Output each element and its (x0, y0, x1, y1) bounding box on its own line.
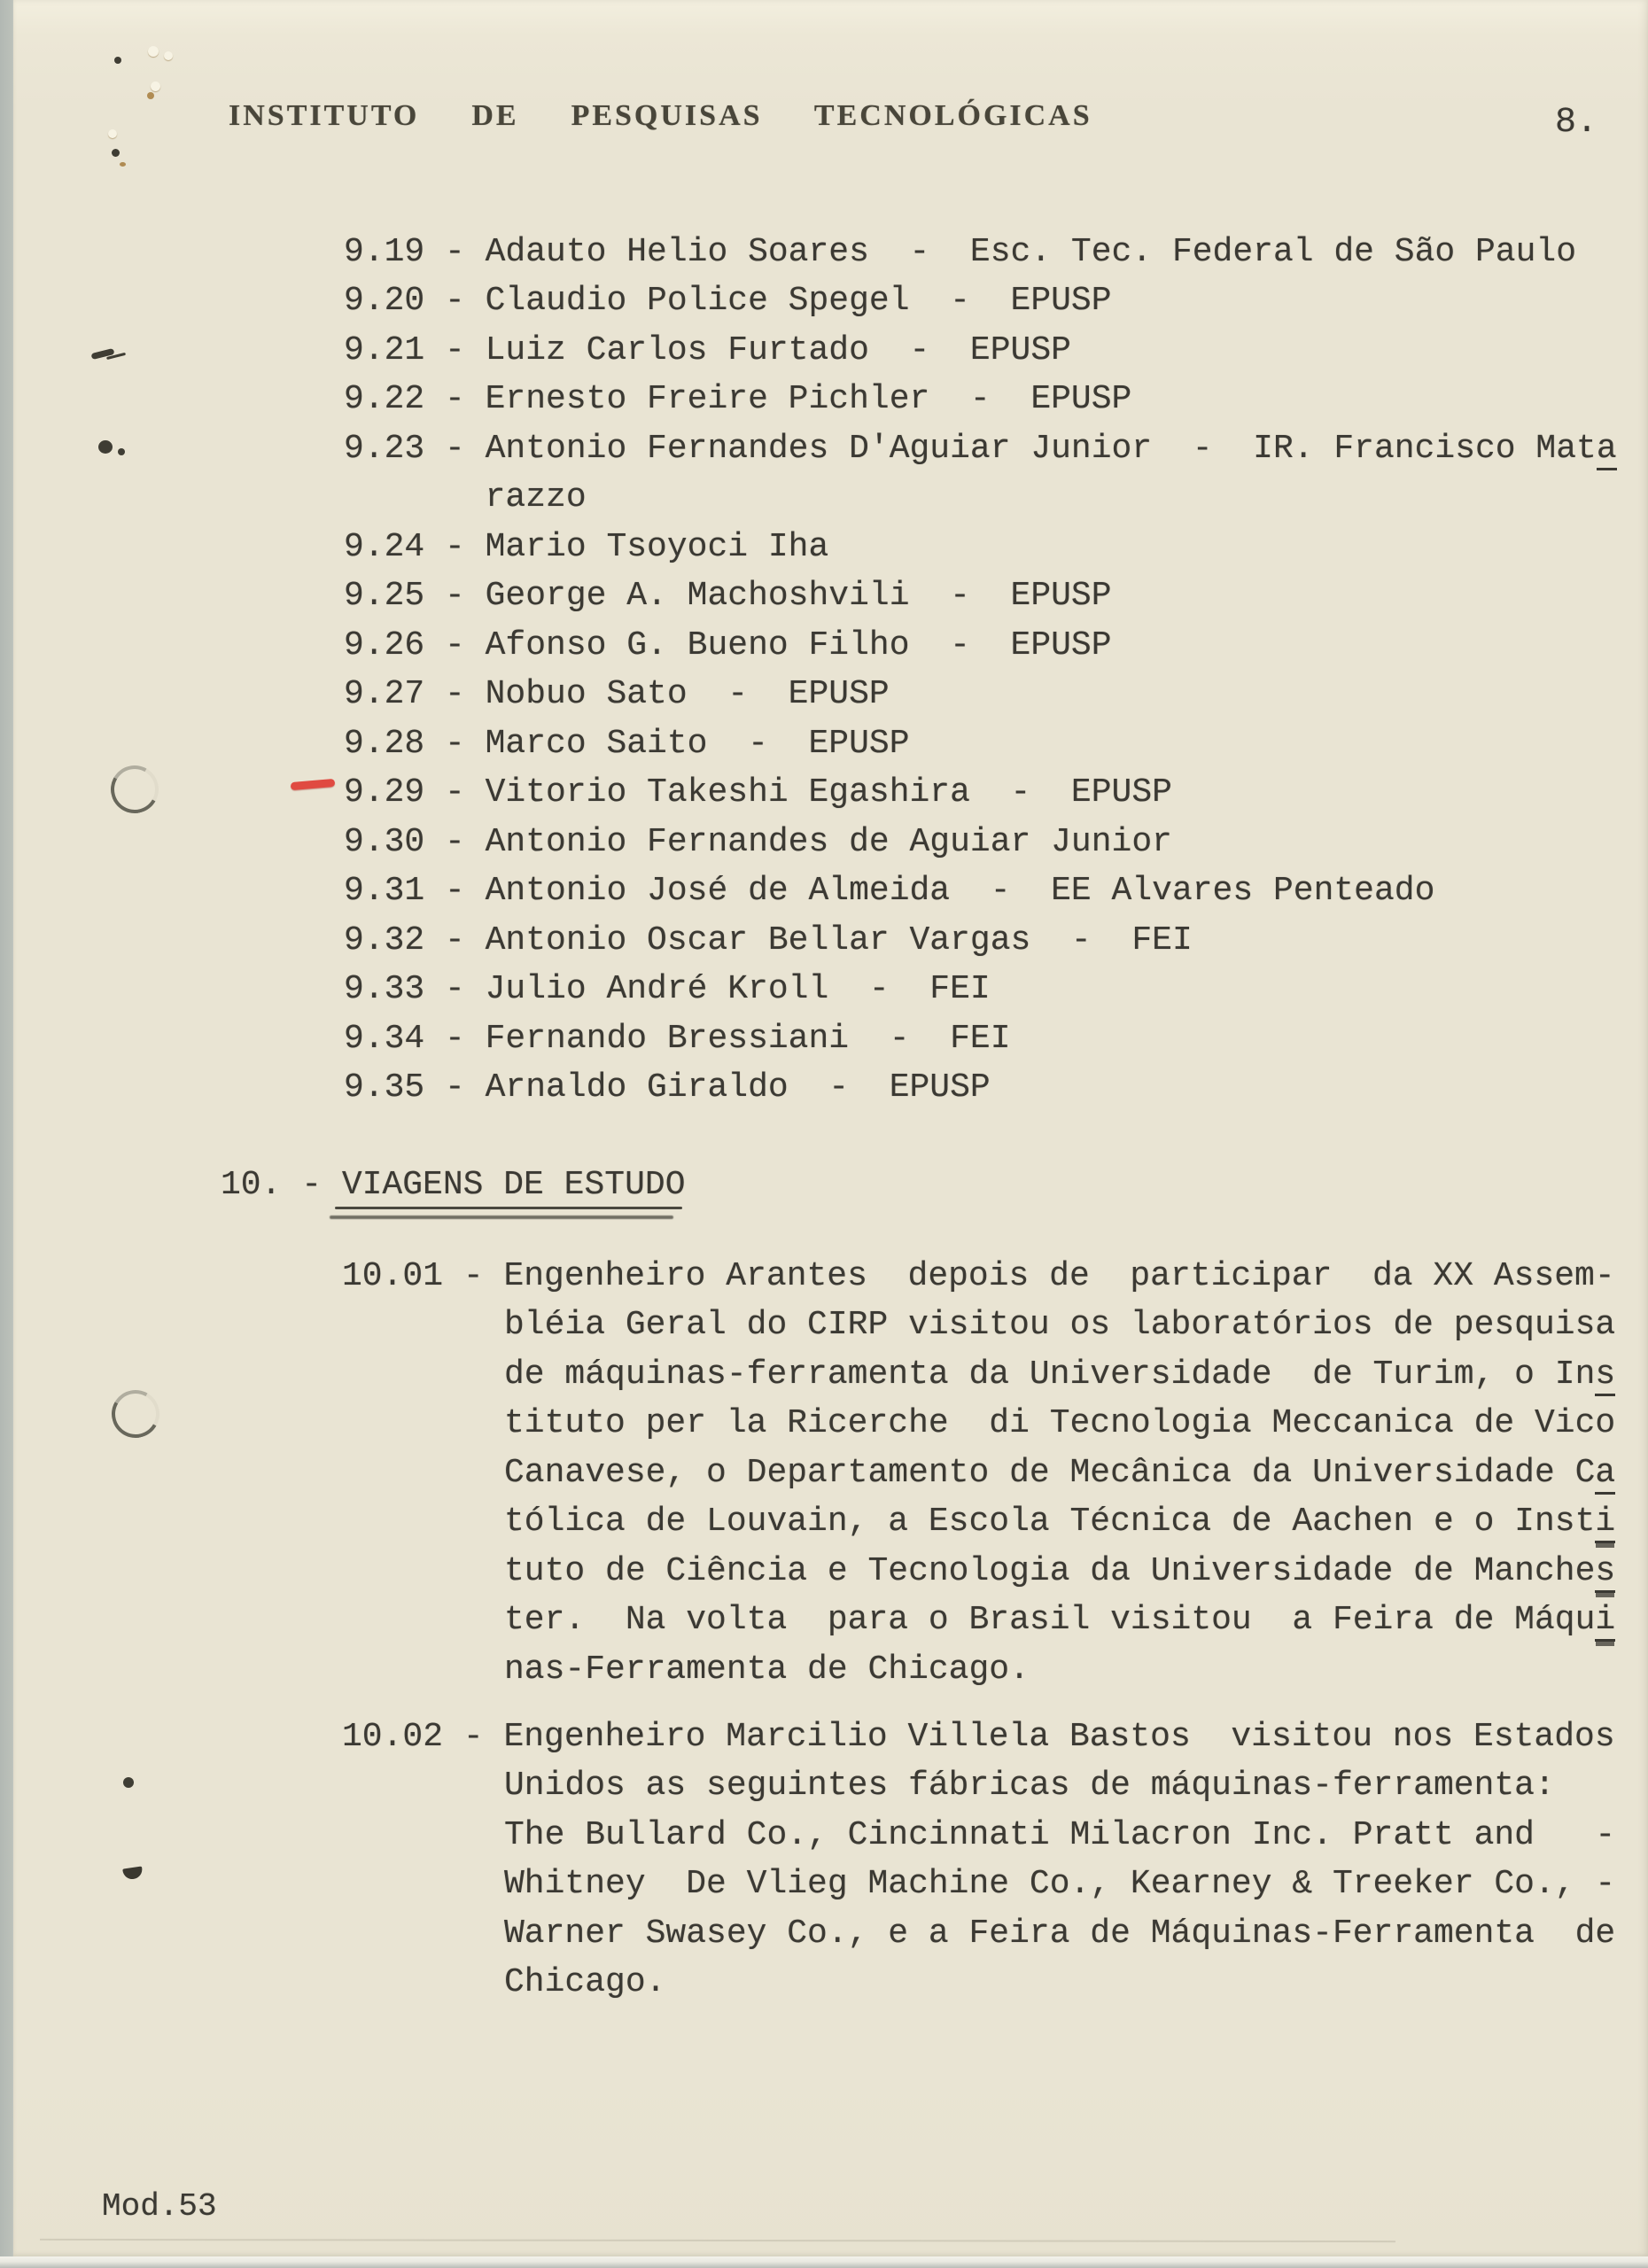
heading-underline-1 (335, 1207, 682, 1209)
roster-line: 9.35 - Arnaldo Giraldo - EPUSP (344, 1068, 991, 1107)
ink-speck (122, 1867, 144, 1881)
letterhead-title: INSTITUTO DE PESQUISAS TECNOLÓGICAS (229, 99, 1092, 132)
roster-line-continuation: razzo (344, 478, 587, 517)
roster-line: 9.27 - Nobuo Sato - EPUSP (344, 675, 890, 713)
paragraph-label: 10.02 - (342, 1718, 504, 1756)
paragraph-line: tuto de Ciência e Tecnologia da Universidade de Manches (504, 1551, 1615, 1592)
roster-line: 9.21 - Luiz Carlos Furtado - EPUSP (344, 331, 1071, 369)
red-pen-dash-mark (291, 779, 336, 790)
paragraph-line: de máquinas-ferramenta da Universidade de Turim, o Ins (504, 1355, 1615, 1395)
paragraph-line: Whitney De Vlieg Machine Co., Kearney & Treeker Co., - (504, 1865, 1616, 1903)
roster-line: 9.23 - Antonio Fernandes D'Aguiar Junior - IR. Francisco Mata (344, 429, 1617, 470)
paragraph-line: The Bullard Co., Cincinnati Milacron Inc. Pratt and - (504, 1816, 1616, 1854)
roster-line: 9.30 - Antonio Fernandes de Aguiar Junior (344, 823, 1172, 861)
roster-line: 9.31 - Antonio José de Almeida - EE Alvares Penteado (344, 872, 1435, 910)
ink-speck (114, 57, 121, 64)
paragraph-line: nas-Ferramenta de Chicago. (504, 1651, 1030, 1689)
ink-speck (112, 149, 120, 157)
roster-line: 9.19 - Adauto Helio Soares - Esc. Tec. Federal de São Paulo (344, 233, 1577, 271)
roster-line: 9.29 - Vitorio Takeshi Egashira - EPUSP (344, 773, 1172, 812)
staple-hole (108, 129, 117, 138)
form-code: Mod.53 (102, 2188, 217, 2225)
roster-line: 9.28 - Marco Saito - EPUSP (344, 725, 910, 763)
staple-hole (148, 46, 159, 57)
roster-line: 9.33 - Julio André Kroll - FEI (344, 970, 991, 1008)
ink-speck (98, 440, 113, 454)
paper-crease-line (40, 2239, 1395, 2242)
staple-hole (151, 82, 160, 91)
punch-hole-icon (105, 760, 164, 819)
ink-speck (123, 1777, 134, 1788)
paragraph-line: tólica de Louvain, a Escola Técnica de Aachen e o Insti (504, 1502, 1615, 1542)
paragraph-line: Chicago. (504, 1963, 666, 2001)
page-bottom-edge (0, 2256, 1648, 2268)
heading-underline-2 (330, 1216, 673, 1219)
rust-speck (147, 92, 154, 99)
paragraph-line: tituto per la Ricerche di Tecnologia Meccanica de Vico (504, 1404, 1616, 1442)
rust-speck (120, 162, 126, 167)
section-title: VIAGENS DE ESTUDO (341, 1166, 686, 1204)
paragraph-label: 10.01 - (342, 1257, 504, 1295)
section-heading (221, 1165, 686, 1206)
page-number: 8. (1555, 103, 1598, 143)
paragraph-line: 10.01 - Engenheiro Arantes depois de participar da XX Assem- (342, 1257, 1615, 1295)
paragraph-line: bléia Geral do CIRP visitou os laboratórios de pesquisa (504, 1306, 1616, 1344)
section-number: 10. - (221, 1166, 342, 1204)
roster-line: 9.34 - Fernando Bressiani - FEI (344, 1020, 1011, 1058)
paragraph-line: Canavese, o Departamento de Mecânica da Universidade Ca (504, 1453, 1615, 1494)
ink-squiggle-mark (91, 348, 115, 360)
staple-hole (164, 51, 173, 60)
punch-hole-icon (106, 1385, 165, 1443)
paper-sheet (13, 0, 1648, 2256)
paragraph-line: Warner Swasey Co., e a Feira de Máquinas-Ferramenta de (504, 1915, 1616, 1953)
roster-line: 9.20 - Claudio Police Spegel - EPUSP (344, 282, 1112, 320)
paragraph-line: ter. Na volta para o Brasil visitou a Feira de Máqui (504, 1600, 1615, 1641)
roster-line: 9.25 - George A. Machoshvili - EPUSP (344, 577, 1112, 615)
roster-line: 9.22 - Ernesto Freire Pichler - EPUSP (344, 380, 1132, 418)
roster-line: 9.24 - Mario Tsoyoci Iha (344, 528, 829, 566)
paragraph-line: Unidos as seguintes fábricas de máquinas-ferramenta: (504, 1767, 1555, 1805)
roster-line: 9.32 - Antonio Oscar Bellar Vargas - FEI (344, 921, 1193, 959)
paragraph-line: 10.02 - Engenheiro Marcilio Villela Bastos visitou nos Estados (342, 1718, 1615, 1756)
ink-speck (118, 448, 125, 455)
roster-line: 9.26 - Afonso G. Bueno Filho - EPUSP (344, 626, 1112, 664)
